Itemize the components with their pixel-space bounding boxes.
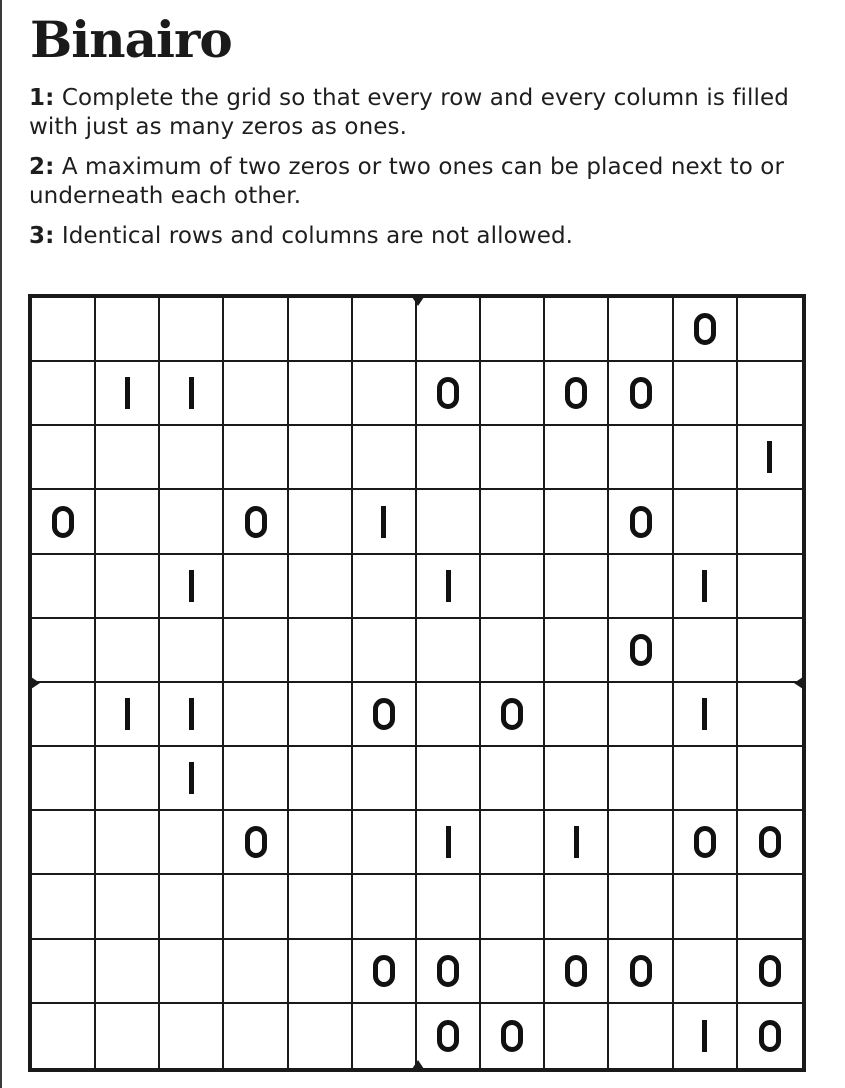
grid-cell-r10-c3[interactable] bbox=[160, 875, 224, 939]
zero-icon bbox=[437, 377, 459, 409]
grid-cell-r3-c8[interactable] bbox=[481, 426, 545, 490]
grid-cell-r5-c4[interactable] bbox=[224, 555, 288, 619]
grid-cell-r10-c4[interactable] bbox=[224, 875, 288, 939]
grid-cell-r12-c3[interactable] bbox=[160, 1004, 224, 1068]
grid-cell-r11-c11[interactable] bbox=[674, 940, 738, 1004]
grid-cell-r11-c9[interactable] bbox=[545, 940, 609, 1004]
grid-cell-r4-c11[interactable] bbox=[674, 490, 738, 554]
grid-cell-r3-c12[interactable] bbox=[738, 426, 802, 490]
grid-cell-r9-c1[interactable] bbox=[32, 811, 96, 875]
grid-cell-r6-c10[interactable] bbox=[609, 619, 673, 683]
grid-cell-r6-c9[interactable] bbox=[545, 619, 609, 683]
grid-cell-r4-c1[interactable] bbox=[32, 490, 96, 554]
zero-icon bbox=[630, 506, 652, 538]
grid-cell-r10-c9[interactable] bbox=[545, 875, 609, 939]
grid-cell-r6-c1[interactable] bbox=[32, 619, 96, 683]
grid-cell-r6-c8[interactable] bbox=[481, 619, 545, 683]
grid-cell-r11-c7[interactable] bbox=[417, 940, 481, 1004]
grid-cell-r4-c6[interactable] bbox=[353, 490, 417, 554]
center-marker-bottom-icon bbox=[410, 1060, 426, 1072]
center-marker-right-icon bbox=[794, 675, 806, 691]
grid-cell-r4-c9[interactable] bbox=[545, 490, 609, 554]
grid-cell-r3-c4[interactable] bbox=[224, 426, 288, 490]
zero-icon bbox=[501, 1020, 523, 1052]
grid-cell-r1-c11[interactable] bbox=[674, 298, 738, 362]
grid-cell-r1-c6[interactable] bbox=[353, 298, 417, 362]
grid-cell-r6-c12[interactable] bbox=[738, 619, 802, 683]
grid-cell-r7-c10[interactable] bbox=[609, 683, 673, 747]
grid-cell-r8-c12[interactable] bbox=[738, 747, 802, 811]
grid-cell-r2-c10[interactable] bbox=[609, 362, 673, 426]
grid-cell-r1-c9[interactable] bbox=[545, 298, 609, 362]
grid-cell-r12-c11[interactable] bbox=[674, 1004, 738, 1068]
grid-cell-r12-c1[interactable] bbox=[32, 1004, 96, 1068]
grid-cell-r11-c12[interactable] bbox=[738, 940, 802, 1004]
one-icon bbox=[125, 698, 130, 730]
grid-cell-r4-c3[interactable] bbox=[160, 490, 224, 554]
grid-cell-r5-c10[interactable] bbox=[609, 555, 673, 619]
one-icon bbox=[702, 570, 707, 602]
one-icon bbox=[767, 441, 772, 473]
grid-cell-r11-c8[interactable] bbox=[481, 940, 545, 1004]
rules-list bbox=[29, 84, 819, 262]
grid-cell-r8-c2[interactable] bbox=[96, 747, 160, 811]
grid-cell-r7-c2[interactable] bbox=[96, 683, 160, 747]
one-icon bbox=[381, 506, 386, 538]
zero-icon bbox=[437, 955, 459, 987]
binairo-grid bbox=[28, 294, 806, 1072]
grid-cell-r9-c11[interactable] bbox=[674, 811, 738, 875]
grid-cell-r1-c1[interactable] bbox=[32, 298, 96, 362]
grid-cell-r9-c2[interactable] bbox=[96, 811, 160, 875]
grid-cell-r12-c2[interactable] bbox=[96, 1004, 160, 1068]
grid-cell-r9-c12[interactable] bbox=[738, 811, 802, 875]
zero-icon bbox=[245, 506, 267, 538]
grid-cell-r4-c10[interactable] bbox=[609, 490, 673, 554]
grid-cell-r11-c4[interactable] bbox=[224, 940, 288, 1004]
one-icon bbox=[702, 1020, 707, 1052]
grid-cell-r8-c4[interactable] bbox=[224, 747, 288, 811]
grid-cell-r11-c10[interactable] bbox=[609, 940, 673, 1004]
grid-cell-r7-c3[interactable] bbox=[160, 683, 224, 747]
center-marker-top-icon bbox=[410, 294, 426, 306]
zero-icon bbox=[630, 634, 652, 666]
grid-cell-r9-c8[interactable] bbox=[481, 811, 545, 875]
grid-cell-r10-c2[interactable] bbox=[96, 875, 160, 939]
grid-cell-r1-c12[interactable] bbox=[738, 298, 802, 362]
zero-icon bbox=[565, 955, 587, 987]
grid-cell-r2-c3[interactable] bbox=[160, 362, 224, 426]
grid-cell-r12-c10[interactable] bbox=[609, 1004, 673, 1068]
grid-cell-r1-c4[interactable] bbox=[224, 298, 288, 362]
grid-cell-r5-c7[interactable] bbox=[417, 555, 481, 619]
grid-cell-r11-c6[interactable] bbox=[353, 940, 417, 1004]
grid-cell-r10-c10[interactable] bbox=[609, 875, 673, 939]
grid-cell-r3-c5[interactable] bbox=[289, 426, 353, 490]
grid-cell-r3-c2[interactable] bbox=[96, 426, 160, 490]
zero-icon bbox=[245, 826, 267, 858]
grid-cell-r7-c6[interactable] bbox=[353, 683, 417, 747]
rule-text: Identical rows and columns are not allowed. bbox=[54, 223, 574, 249]
grid-cell-r9-c3[interactable] bbox=[160, 811, 224, 875]
page-title: Binairo bbox=[30, 10, 232, 69]
grid-cell-r3-c10[interactable] bbox=[609, 426, 673, 490]
grid-cell-r2-c4[interactable] bbox=[224, 362, 288, 426]
grid-cell-r7-c12[interactable] bbox=[738, 683, 802, 747]
grid-cell-r10-c1[interactable] bbox=[32, 875, 96, 939]
grid-cell-r8-c1[interactable] bbox=[32, 747, 96, 811]
zero-icon bbox=[694, 826, 716, 858]
grid-cell-r7-c7[interactable] bbox=[417, 683, 481, 747]
grid-cell-r7-c1[interactable] bbox=[32, 683, 96, 747]
grid-cell-r10-c11[interactable] bbox=[674, 875, 738, 939]
grid-cell-r9-c10[interactable] bbox=[609, 811, 673, 875]
grid-cell-r1-c5[interactable] bbox=[289, 298, 353, 362]
grid-cell-r12-c7[interactable] bbox=[417, 1004, 481, 1068]
one-icon bbox=[446, 570, 451, 602]
grid-cell-r5-c3[interactable] bbox=[160, 555, 224, 619]
grid-cell-r3-c11[interactable] bbox=[674, 426, 738, 490]
rule-number: 3: bbox=[29, 223, 55, 249]
page-edge-line bbox=[0, 0, 2, 1088]
grid-cell-r3-c7[interactable] bbox=[417, 426, 481, 490]
grid-cell-r5-c8[interactable] bbox=[481, 555, 545, 619]
grid-cell-r4-c12[interactable] bbox=[738, 490, 802, 554]
grid-cell-r6-c2[interactable] bbox=[96, 619, 160, 683]
one-icon bbox=[574, 826, 579, 858]
grid-cell-r8-c9[interactable] bbox=[545, 747, 609, 811]
rule-2 bbox=[29, 153, 819, 211]
one-icon bbox=[189, 570, 194, 602]
grid-cell-r9-c7[interactable] bbox=[417, 811, 481, 875]
one-icon bbox=[702, 698, 707, 730]
grid-cell-r8-c5[interactable] bbox=[289, 747, 353, 811]
zero-icon bbox=[759, 955, 781, 987]
grid-cell-r3-c3[interactable] bbox=[160, 426, 224, 490]
zero-icon bbox=[694, 313, 716, 345]
rule-text: A maximum of two zeros or two ones can be placed next to or underneath each other. bbox=[29, 154, 785, 209]
zero-icon bbox=[373, 955, 395, 987]
grid-cell-r4-c8[interactable] bbox=[481, 490, 545, 554]
grid-cell-r12-c5[interactable] bbox=[289, 1004, 353, 1068]
grid-cell-r4-c2[interactable] bbox=[96, 490, 160, 554]
grid-cell-r12-c9[interactable] bbox=[545, 1004, 609, 1068]
grid-cell-r7-c4[interactable] bbox=[224, 683, 288, 747]
grid-cell-r5-c12[interactable] bbox=[738, 555, 802, 619]
grid-cell-r7-c8[interactable] bbox=[481, 683, 545, 747]
grid-cell-r7-c5[interactable] bbox=[289, 683, 353, 747]
grid-cell-r8-c6[interactable] bbox=[353, 747, 417, 811]
grid-cell-r2-c1[interactable] bbox=[32, 362, 96, 426]
grid-cell-r1-c10[interactable] bbox=[609, 298, 673, 362]
zero-icon bbox=[437, 1020, 459, 1052]
grid-cell-r6-c3[interactable] bbox=[160, 619, 224, 683]
grid-cell-r11-c5[interactable] bbox=[289, 940, 353, 1004]
rule-1 bbox=[29, 84, 819, 142]
grid-cell-r8-c7[interactable] bbox=[417, 747, 481, 811]
grid-cell-r1-c7[interactable] bbox=[417, 298, 481, 362]
grid-cell-r4-c4[interactable] bbox=[224, 490, 288, 554]
one-icon bbox=[189, 698, 194, 730]
grid-cell-r2-c9[interactable] bbox=[545, 362, 609, 426]
grid-cell-r3-c9[interactable] bbox=[545, 426, 609, 490]
puzzle-area bbox=[28, 294, 806, 1072]
grid-cell-r12-c4[interactable] bbox=[224, 1004, 288, 1068]
grid-cell-r12-c12[interactable] bbox=[738, 1004, 802, 1068]
grid-cell-r6-c5[interactable] bbox=[289, 619, 353, 683]
zero-icon bbox=[52, 506, 74, 538]
grid-cell-r6-c4[interactable] bbox=[224, 619, 288, 683]
grid-cell-r9-c6[interactable] bbox=[353, 811, 417, 875]
grid-cell-r10-c6[interactable] bbox=[353, 875, 417, 939]
grid-cell-r5-c1[interactable] bbox=[32, 555, 96, 619]
grid-cell-r2-c8[interactable] bbox=[481, 362, 545, 426]
zero-icon bbox=[630, 377, 652, 409]
grid-cell-r1-c2[interactable] bbox=[96, 298, 160, 362]
grid-cell-r8-c8[interactable] bbox=[481, 747, 545, 811]
grid-cell-r9-c9[interactable] bbox=[545, 811, 609, 875]
grid-cell-r5-c5[interactable] bbox=[289, 555, 353, 619]
grid-cell-r2-c6[interactable] bbox=[353, 362, 417, 426]
grid-cell-r8-c10[interactable] bbox=[609, 747, 673, 811]
grid-cell-r10-c12[interactable] bbox=[738, 875, 802, 939]
grid-cell-r12-c8[interactable] bbox=[481, 1004, 545, 1068]
grid-cell-r3-c1[interactable] bbox=[32, 426, 96, 490]
grid-cell-r2-c2[interactable] bbox=[96, 362, 160, 426]
grid-cell-r5-c2[interactable] bbox=[96, 555, 160, 619]
grid-cell-r7-c11[interactable] bbox=[674, 683, 738, 747]
rule-3 bbox=[29, 222, 819, 251]
rule-text: Complete the grid so that every row and every column is filled with just as many zeros as ones. bbox=[29, 85, 789, 140]
grid-cell-r9-c5[interactable] bbox=[289, 811, 353, 875]
grid-cell-r2-c11[interactable] bbox=[674, 362, 738, 426]
grid-cell-r6-c7[interactable] bbox=[417, 619, 481, 683]
grid-cell-r8-c3[interactable] bbox=[160, 747, 224, 811]
grid-cell-r8-c11[interactable] bbox=[674, 747, 738, 811]
grid-cell-r5-c6[interactable] bbox=[353, 555, 417, 619]
grid-cell-r11-c2[interactable] bbox=[96, 940, 160, 1004]
grid-cell-r3-c6[interactable] bbox=[353, 426, 417, 490]
rule-number: 1: bbox=[29, 85, 55, 111]
grid-cell-r2-c7[interactable] bbox=[417, 362, 481, 426]
grid-cell-r10-c5[interactable] bbox=[289, 875, 353, 939]
grid-cell-r5-c9[interactable] bbox=[545, 555, 609, 619]
grid-cell-r4-c7[interactable] bbox=[417, 490, 481, 554]
rule-number: 2: bbox=[29, 154, 55, 180]
grid-cell-r7-c9[interactable] bbox=[545, 683, 609, 747]
one-icon bbox=[189, 377, 194, 409]
one-icon bbox=[446, 826, 451, 858]
grid-cell-r2-c5[interactable] bbox=[289, 362, 353, 426]
zero-icon bbox=[501, 698, 523, 730]
grid-cell-r11-c3[interactable] bbox=[160, 940, 224, 1004]
grid-cell-r2-c12[interactable] bbox=[738, 362, 802, 426]
grid-cell-r10-c7[interactable] bbox=[417, 875, 481, 939]
zero-icon bbox=[630, 955, 652, 987]
grid-cell-r6-c6[interactable] bbox=[353, 619, 417, 683]
zero-icon bbox=[373, 698, 395, 730]
grid-cell-r12-c6[interactable] bbox=[353, 1004, 417, 1068]
grid-cell-r11-c1[interactable] bbox=[32, 940, 96, 1004]
grid-cell-r4-c5[interactable] bbox=[289, 490, 353, 554]
one-icon bbox=[189, 762, 194, 794]
zero-icon bbox=[759, 1020, 781, 1052]
zero-icon bbox=[565, 377, 587, 409]
center-marker-left-icon bbox=[28, 675, 40, 691]
grid-cell-r5-c11[interactable] bbox=[674, 555, 738, 619]
one-icon bbox=[125, 377, 130, 409]
zero-icon bbox=[759, 826, 781, 858]
grid-cell-r1-c8[interactable] bbox=[481, 298, 545, 362]
grid-cell-r10-c8[interactable] bbox=[481, 875, 545, 939]
grid-cell-r6-c11[interactable] bbox=[674, 619, 738, 683]
grid-cell-r9-c4[interactable] bbox=[224, 811, 288, 875]
grid-cell-r1-c3[interactable] bbox=[160, 298, 224, 362]
